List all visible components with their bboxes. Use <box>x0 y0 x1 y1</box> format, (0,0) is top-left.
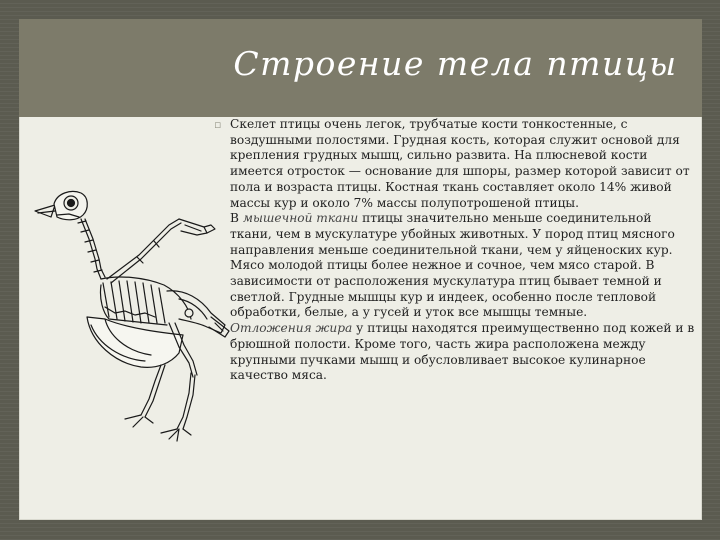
emphasis-muscle-tissue: мышечной ткани <box>242 211 359 226</box>
paragraph-skeleton: Скелет птицы очень легок, трубчатые кости тонкостенные, с воздушными полостями. Грудная кость, которая служит основой для крепления грудных мышц, сильно развита. На плюсневой кости имеется отросток — основание для шпоры, размер которой зависит от пола и возраста птицы. Костная ткань составляет около 14% живой массы кур и около 7% массы полупотрошеной птицы. <box>230 117 690 210</box>
hollow-square-bullet-icon: ▫ <box>214 118 222 131</box>
body-text <box>214 117 696 384</box>
emphasis-fat-deposits: Отложения жира <box>230 321 353 336</box>
slide-title: Строение тела птицы <box>233 44 678 83</box>
paragraph-fat: Отложения жира у птицы находятся преимущественно под кожей и в брюшной полости. Кроме того, часть жира расположена между крупными пучками мышц и обусловливает высокое кулинарное качество мяса. <box>230 321 695 383</box>
skull-drawing <box>35 191 87 219</box>
slide <box>19 19 702 520</box>
wing-drawing <box>107 219 215 283</box>
bird-skeleton-illustration <box>29 167 234 447</box>
neck-vertebrae-drawing <box>78 219 105 279</box>
sternum-keel-drawing <box>87 317 183 367</box>
rib-cage-drawing <box>100 277 191 325</box>
paragraph-muscle: В мышечной ткани птицы значительно меньше соединительной ткани, чем в мускулатуре убойных животных. У пород птиц мясного направления меньше соединительной ткани, чем у яйценоских кур. Мясо молодой птицы более нежное и сочное, чем мясо старой. В зависимости от расположения мускулатура птиц бывает темной и светлой. Грудные мышцы кур и индеек, особенно после тепловой обработки, белые, а у гусей и уток все мышцы темные. <box>230 211 675 320</box>
title-band <box>19 19 702 117</box>
pelvis-tail-drawing <box>167 291 229 337</box>
